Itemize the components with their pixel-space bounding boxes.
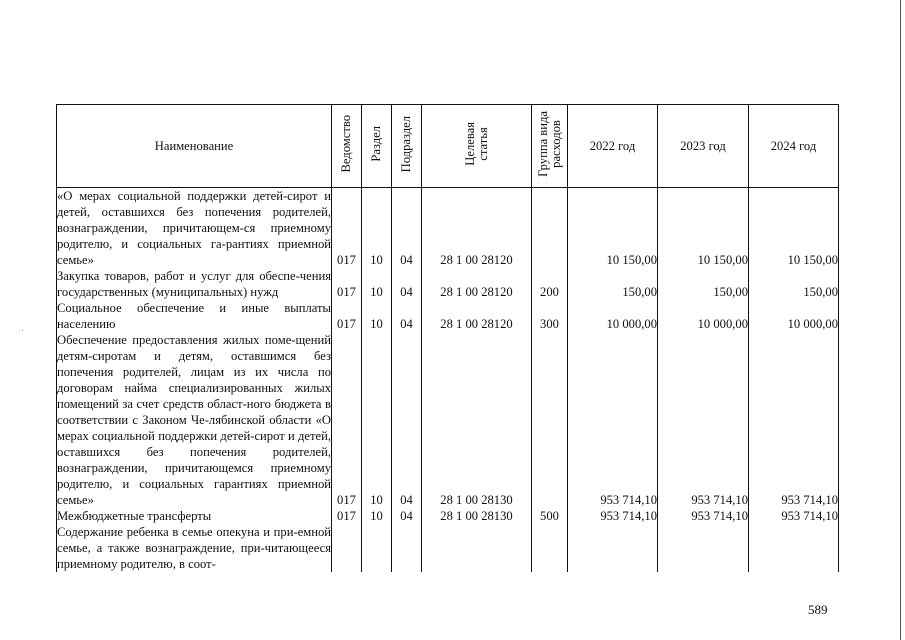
- row-2023: 953 714,10: [658, 332, 749, 508]
- scan-speck: [22, 330, 23, 331]
- row-section: 10: [362, 332, 392, 508]
- row-target: 28 1 00 28130: [422, 508, 532, 524]
- budget-table: [56, 104, 839, 572]
- row-group: 500: [532, 508, 568, 524]
- header-group: Группа вида расходов: [532, 105, 568, 188]
- table-row: [57, 300, 839, 332]
- page-number: 589: [808, 602, 828, 617]
- table-row-continued: [57, 524, 839, 572]
- row-name: Межбюджетные трансферты: [57, 508, 332, 524]
- row-subsection: 04: [392, 508, 422, 524]
- row-dept: 017: [332, 508, 362, 524]
- row-2023: 10 000,00: [658, 300, 749, 332]
- row-2023: [658, 524, 749, 572]
- row-target: [422, 524, 532, 572]
- row-target: 28 1 00 28120: [422, 300, 532, 332]
- row-2022: [568, 524, 658, 572]
- row-name: «О мерах социальной поддержки детей-сирот и детей, оставшихся без попечения родителей, вознаграждении, причитающем-ся приемному родителю, и социальных га-рантиях приемной семье»: [57, 189, 331, 267]
- row-2023: 953 714,10: [658, 508, 749, 524]
- row-dept: 017: [332, 268, 362, 300]
- row-2023: 10 150,00: [658, 188, 749, 269]
- row-2022: 953 714,10: [568, 508, 658, 524]
- row-2022: 10 000,00: [568, 300, 658, 332]
- row-group: 300: [532, 300, 568, 332]
- row-group: 200: [532, 268, 568, 300]
- row-target: 28 1 00 28120: [422, 268, 532, 300]
- row-2023: 150,00: [658, 268, 749, 300]
- row-name: Закупка товаров, работ и услуг для обеспе-чения государственных (муниципальных) нужд: [57, 269, 331, 299]
- row-2022: 953 714,10: [568, 332, 658, 508]
- row-section: 10: [362, 508, 392, 524]
- row-subsection: [392, 524, 422, 572]
- table-row: [57, 268, 839, 300]
- row-group: [532, 332, 568, 508]
- row-subsection: 04: [392, 332, 422, 508]
- row-2024: 953 714,10: [749, 332, 839, 508]
- scan-edge-line: [900, 0, 901, 640]
- header-target: Целевая статья: [422, 105, 532, 188]
- row-dept: 017: [332, 300, 362, 332]
- header-name: Наименование: [57, 105, 332, 188]
- row-group: [532, 188, 568, 269]
- row-dept: [332, 524, 362, 572]
- row-section: 10: [362, 300, 392, 332]
- row-section: 10: [362, 188, 392, 269]
- row-dept: 017: [332, 188, 362, 269]
- row-target: 28 1 00 28130: [422, 332, 532, 508]
- row-subsection: 04: [392, 188, 422, 269]
- row-name: Содержание ребенка в семье опекуна и при-емной семье, а также вознаграждение, при-читающееся приемному родителю, в соот-: [57, 525, 331, 571]
- header-section: Раздел: [362, 105, 392, 188]
- header-2022: 2022 год: [568, 105, 658, 188]
- table-row: [57, 188, 839, 269]
- table-row: [57, 508, 839, 524]
- row-2022: 150,00: [568, 268, 658, 300]
- row-subsection: 04: [392, 300, 422, 332]
- row-2024: 953 714,10: [749, 508, 839, 524]
- row-2024: 150,00: [749, 268, 839, 300]
- table-header-row: [57, 105, 839, 188]
- row-subsection: 04: [392, 268, 422, 300]
- header-subsection: Подраздел: [392, 105, 422, 188]
- row-dept: 017: [332, 332, 362, 508]
- table-row: [57, 332, 839, 508]
- row-section: 10: [362, 268, 392, 300]
- row-2024: 10 000,00: [749, 300, 839, 332]
- row-2024: [749, 524, 839, 572]
- row-section: [362, 524, 392, 572]
- row-name: Обеспечение предоставления жилых поме-щений детям-сиротам и детям, оставшимся без попечения родителей, лицам из их числа по договорам найма специализированных жилых помещений за счет средств област-ного бюджета в соответствии с Законом Че-лябинской области «О мерах социальной поддержки детей-сирот и детей, оставшихся без попечения родителей, вознаграждении, причитающемся приемному родителю, и социальных гарантиях приемной семье»: [57, 333, 331, 507]
- row-target: 28 1 00 28120: [422, 188, 532, 269]
- row-2024: 10 150,00: [749, 188, 839, 269]
- header-2024: 2024 год: [749, 105, 839, 188]
- row-name: Социальное обеспечение и иные выплаты населению: [57, 301, 331, 331]
- row-group: [532, 524, 568, 572]
- row-2022: 10 150,00: [568, 188, 658, 269]
- header-2023: 2023 год: [658, 105, 749, 188]
- header-dept: Ведомство: [332, 105, 362, 188]
